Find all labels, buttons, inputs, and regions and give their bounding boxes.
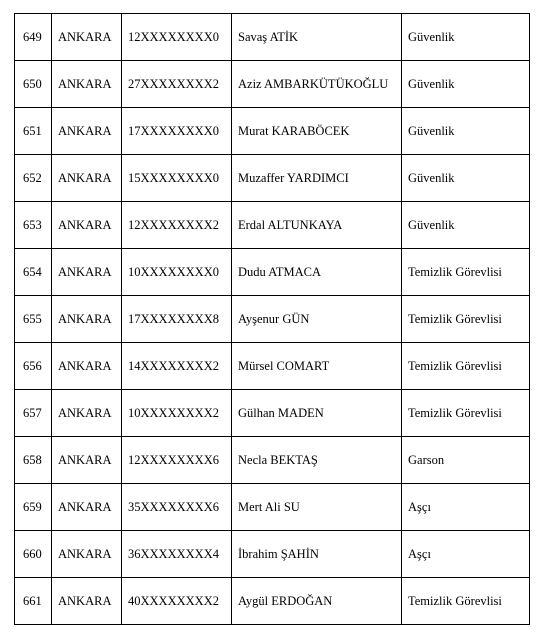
masked-id-cell: 10XXXXXXXX0 <box>122 249 232 296</box>
row-number-cell: 656 <box>15 343 52 390</box>
city-cell: ANKARA <box>52 484 122 531</box>
city-cell: ANKARA <box>52 155 122 202</box>
role-cell: Güvenlik <box>402 155 530 202</box>
role-cell: Temizlik Görevlisi <box>402 249 530 296</box>
row-number-cell: 651 <box>15 108 52 155</box>
city-cell: ANKARA <box>52 249 122 296</box>
masked-id-cell: 27XXXXXXXX2 <box>122 61 232 108</box>
row-number-cell: 653 <box>15 202 52 249</box>
city-cell: ANKARA <box>52 437 122 484</box>
city-cell: ANKARA <box>52 343 122 390</box>
table-row <box>15 202 530 249</box>
row-number-cell: 658 <box>15 437 52 484</box>
table-row <box>15 296 530 343</box>
name-cell: Necla BEKTAŞ <box>232 437 402 484</box>
masked-id-cell: 40XXXXXXXX2 <box>122 578 232 625</box>
city-cell: ANKARA <box>52 296 122 343</box>
table-row <box>15 155 530 202</box>
row-number-cell: 650 <box>15 61 52 108</box>
city-cell: ANKARA <box>52 108 122 155</box>
row-number-cell: 649 <box>15 14 52 61</box>
masked-id-cell: 15XXXXXXXX0 <box>122 155 232 202</box>
masked-id-cell: 14XXXXXXXX2 <box>122 343 232 390</box>
role-cell: Aşçı <box>402 531 530 578</box>
role-cell: Temizlik Görevlisi <box>402 578 530 625</box>
name-cell: Aygül ERDOĞAN <box>232 578 402 625</box>
city-cell: ANKARA <box>52 202 122 249</box>
name-cell: Dudu ATMACA <box>232 249 402 296</box>
table-row <box>15 108 530 155</box>
table-row <box>15 390 530 437</box>
city-cell: ANKARA <box>52 390 122 437</box>
role-cell: Güvenlik <box>402 108 530 155</box>
table-row <box>15 343 530 390</box>
name-cell: Savaş ATİK <box>232 14 402 61</box>
city-cell: ANKARA <box>52 61 122 108</box>
row-number-cell: 654 <box>15 249 52 296</box>
masked-id-cell: 12XXXXXXXX2 <box>122 202 232 249</box>
personnel-list-document <box>14 13 530 625</box>
table-row <box>15 61 530 108</box>
masked-id-cell: 10XXXXXXXX2 <box>122 390 232 437</box>
table-row <box>15 531 530 578</box>
name-cell: Murat KARABÖCEK <box>232 108 402 155</box>
masked-id-cell: 12XXXXXXXX0 <box>122 14 232 61</box>
role-cell: Güvenlik <box>402 14 530 61</box>
table-row <box>15 578 530 625</box>
role-cell: Güvenlik <box>402 61 530 108</box>
name-cell: İbrahim ŞAHİN <box>232 531 402 578</box>
name-cell: Ayşenur GÜN <box>232 296 402 343</box>
table-row <box>15 484 530 531</box>
role-cell: Güvenlik <box>402 202 530 249</box>
masked-id-cell: 17XXXXXXXX0 <box>122 108 232 155</box>
personnel-table <box>14 13 530 625</box>
table-row <box>15 249 530 296</box>
name-cell: Muzaffer YARDIMCI <box>232 155 402 202</box>
masked-id-cell: 36XXXXXXXX4 <box>122 531 232 578</box>
masked-id-cell: 35XXXXXXXX6 <box>122 484 232 531</box>
row-number-cell: 652 <box>15 155 52 202</box>
role-cell: Temizlik Görevlisi <box>402 343 530 390</box>
city-cell: ANKARA <box>52 14 122 61</box>
table-row <box>15 14 530 61</box>
row-number-cell: 661 <box>15 578 52 625</box>
city-cell: ANKARA <box>52 578 122 625</box>
masked-id-cell: 12XXXXXXXX6 <box>122 437 232 484</box>
name-cell: Gülhan MADEN <box>232 390 402 437</box>
name-cell: Mert Ali SU <box>232 484 402 531</box>
table-row <box>15 437 530 484</box>
role-cell: Temizlik Görevlisi <box>402 390 530 437</box>
role-cell: Aşçı <box>402 484 530 531</box>
row-number-cell: 657 <box>15 390 52 437</box>
name-cell: Erdal ALTUNKAYA <box>232 202 402 249</box>
personnel-table-body <box>15 14 530 625</box>
name-cell: Mürsel COMART <box>232 343 402 390</box>
row-number-cell: 659 <box>15 484 52 531</box>
row-number-cell: 655 <box>15 296 52 343</box>
role-cell: Temizlik Görevlisi <box>402 296 530 343</box>
masked-id-cell: 17XXXXXXXX8 <box>122 296 232 343</box>
name-cell: Aziz AMBARKÜTÜKOĞLU <box>232 61 402 108</box>
row-number-cell: 660 <box>15 531 52 578</box>
city-cell: ANKARA <box>52 531 122 578</box>
role-cell: Garson <box>402 437 530 484</box>
